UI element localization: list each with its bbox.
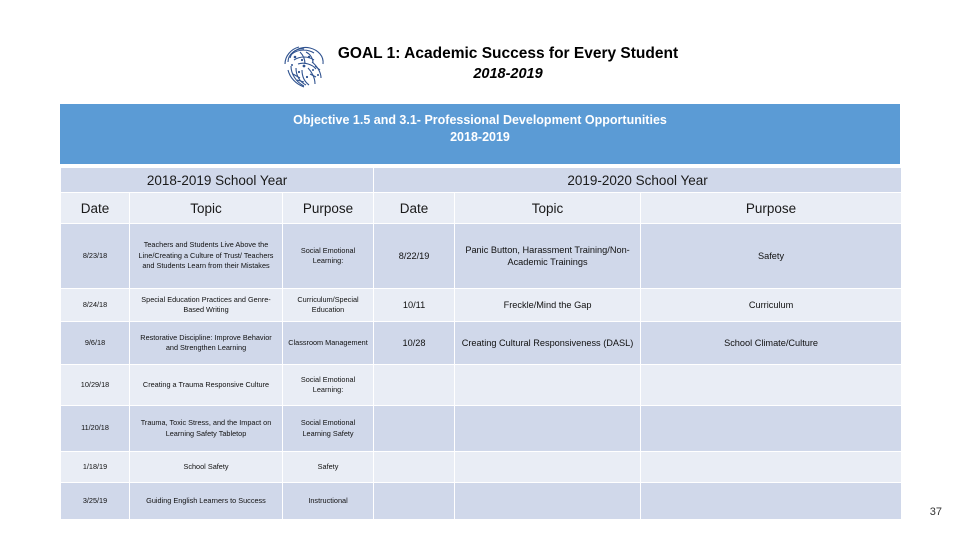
year-header-row — [61, 168, 901, 192]
page-number: 37 — [929, 506, 942, 518]
cell-date-2: 10/11 — [374, 289, 454, 321]
cell-topic-1: Guiding English Learners to Success — [130, 483, 282, 519]
column-header-topic-1: Topic — [130, 193, 282, 223]
table-row — [61, 406, 901, 451]
cell-date-1: 10/29/18 — [61, 365, 129, 405]
cell-purpose-2 — [641, 406, 901, 451]
table-row — [61, 452, 901, 482]
cell-topic-1: Restorative Discipline: Improve Behavior and Strengthen Learning — [130, 322, 282, 364]
cell-date-2 — [374, 483, 454, 519]
table-row — [61, 483, 901, 519]
cell-topic-1: Special Education Practices and Genre-Based Writing — [130, 289, 282, 321]
cell-purpose-2: Curriculum — [641, 289, 901, 321]
table-row — [61, 224, 901, 288]
year-header-2018-2019: 2018-2019 School Year — [61, 168, 373, 192]
cell-date-2 — [374, 365, 454, 405]
column-header-topic-2: Topic — [455, 193, 640, 223]
cell-topic-1: Trauma, Toxic Stress, and the Impact on Learning Safety Tabletop — [130, 406, 282, 451]
cell-topic-1: Creating a Trauma Responsive Culture — [130, 365, 282, 405]
column-header-date-1: Date — [61, 193, 129, 223]
cell-purpose-2: School Climate/Culture — [641, 322, 901, 364]
cell-date-1: 11/20/18 — [61, 406, 129, 451]
cell-purpose-1: Social Emotional Learning: — [283, 224, 373, 288]
column-header-purpose-2: Purpose — [641, 193, 901, 223]
cell-topic-2 — [455, 406, 640, 451]
cell-topic-2 — [455, 365, 640, 405]
page-title: GOAL 1: Academic Success for Every Student — [337, 45, 679, 62]
cell-topic-1: Teachers and Students Live Above the Line/Creating a Culture of Trust/ Teachers and Students Learn from their Mistakes — [130, 224, 282, 288]
column-header-purpose-1: Purpose — [283, 193, 373, 223]
cell-topic-2 — [455, 483, 640, 519]
column-header-row — [61, 193, 901, 223]
objective-banner — [60, 104, 900, 164]
cell-topic-2: Freckle/Mind the Gap — [455, 289, 640, 321]
cell-date-1: 9/6/18 — [61, 322, 129, 364]
slide-title-block — [0, 44, 960, 90]
cell-date-1: 8/24/18 — [61, 289, 129, 321]
cell-topic-2: Panic Button, Harassment Training/Non-Academic Trainings — [455, 224, 640, 288]
cell-topic-1: School Safety — [130, 452, 282, 482]
cell-date-1: 3/25/19 — [61, 483, 129, 519]
cell-topic-2 — [455, 452, 640, 482]
page-title-years: 2018-2019 — [473, 66, 543, 82]
table-body — [61, 168, 901, 519]
cell-purpose-1: Instructional — [283, 483, 373, 519]
table-row — [61, 289, 901, 321]
school-district-crest-logo — [282, 44, 330, 90]
cell-date-2 — [374, 452, 454, 482]
cell-date-2 — [374, 406, 454, 451]
cell-purpose-1: Curriculum/Special Education — [283, 289, 373, 321]
cell-date-1: 1/18/19 — [61, 452, 129, 482]
cell-purpose-2 — [641, 452, 901, 482]
objective-banner-line1: Objective 1.5 and 3.1- Professional Development Opportunities — [293, 113, 667, 127]
cell-purpose-2: Safety — [641, 224, 901, 288]
cell-purpose-1: Social Emotional Learning: — [283, 365, 373, 405]
cell-purpose-1: Safety — [283, 452, 373, 482]
cell-purpose-2 — [641, 483, 901, 519]
title-text-group — [338, 44, 678, 84]
table-row — [61, 365, 901, 405]
cell-date-2: 10/28 — [374, 322, 454, 364]
column-header-date-2: Date — [374, 193, 454, 223]
cell-topic-2: Creating Cultural Responsiveness (DASL) — [455, 322, 640, 364]
year-header-2019-2020: 2019-2020 School Year — [374, 168, 901, 192]
cell-purpose-1: Classroom Management — [283, 322, 373, 364]
cell-date-2: 8/22/19 — [374, 224, 454, 288]
table-row — [61, 322, 901, 364]
cell-purpose-1: Social Emotional Learning Safety — [283, 406, 373, 451]
objective-banner-line2: 2018-2019 — [450, 130, 510, 144]
professional-development-table — [60, 167, 902, 520]
cell-purpose-2 — [641, 365, 901, 405]
cell-date-1: 8/23/18 — [61, 224, 129, 288]
